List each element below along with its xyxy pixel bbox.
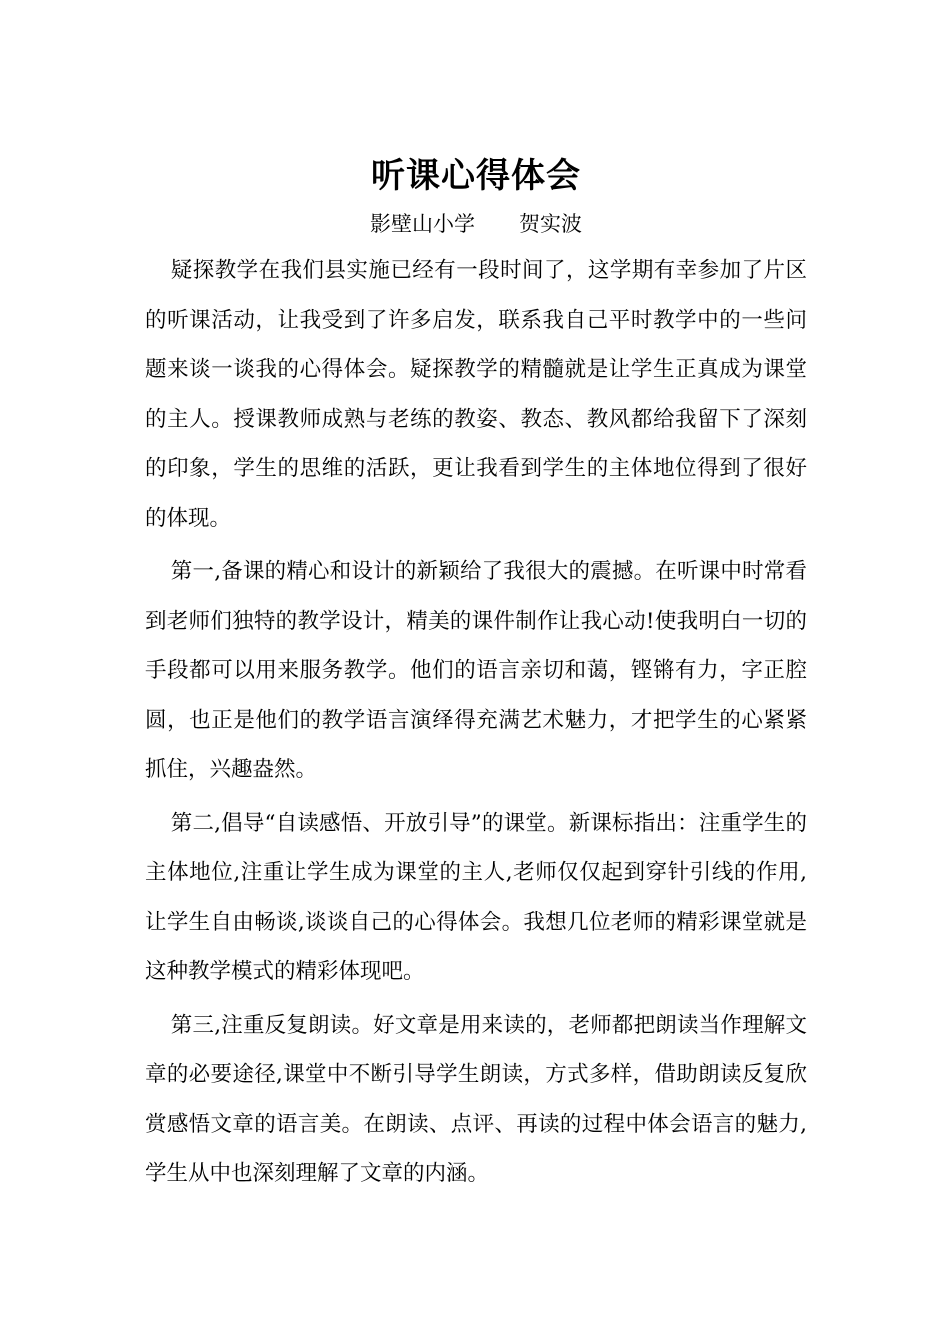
byline xyxy=(145,204,807,244)
paragraph-first-point: 第一,备课的精心和设计的新颖给了我很大的震撼。在听课中时常看到老师们独特的教学设计，精美的课件制作让我心动!使我明白一切的手段都可以用来服务教学。他们的语言亲切和蔼，铿锵有力，字正腔圆，也正是他们的教学语言演绎得充满艺术魅力，才把学生的心紧紧抓住，兴趣盎然。 xyxy=(145,559,807,782)
document-title: 听课心得体会 xyxy=(371,156,581,196)
byline-author: 贺实波 xyxy=(519,212,582,236)
document-page xyxy=(145,148,807,1203)
byline-school: 影壁山小学 xyxy=(370,212,475,236)
paragraph-second-point: 第二,倡导“自读感悟、开放引导”的课堂。新课标指出：注重学生的主体地位,注重让学生成为课堂的主人,老师仅仅起到穿针引线的作用,让学生自由畅谈,谈谈自己的心得体会。我想几位老师的精彩课堂就是这种教学模式的精彩体现吧。 xyxy=(145,810,807,984)
paragraph-third-point: 第三,注重反复朗读。好文章是用来读的，老师都把朗读当作理解文章的必要途径,课堂中不断引导学生朗读，方式多样，借助朗读反复欣赏感悟文章的语言美。在朗读、点评、再读的过程中体会语言的魅力,学生从中也深刻理解了文章的内涵。 xyxy=(145,1012,807,1186)
paragraph-intro: 疑探教学在我们县实施已经有一段时间了，这学期有幸参加了片区的听课活动，让我受到了许多启发，联系我自己平时教学中的一些问题来谈一谈我的心得体会。疑探教学的精髓就是让学生正真成为课堂的主人。授课教师成熟与老练的教姿、教态、教风都给我留下了深刻的印象，学生的思维的活跃，更让我看到学生的主体地位得到了很好的体现。 xyxy=(145,258,807,531)
